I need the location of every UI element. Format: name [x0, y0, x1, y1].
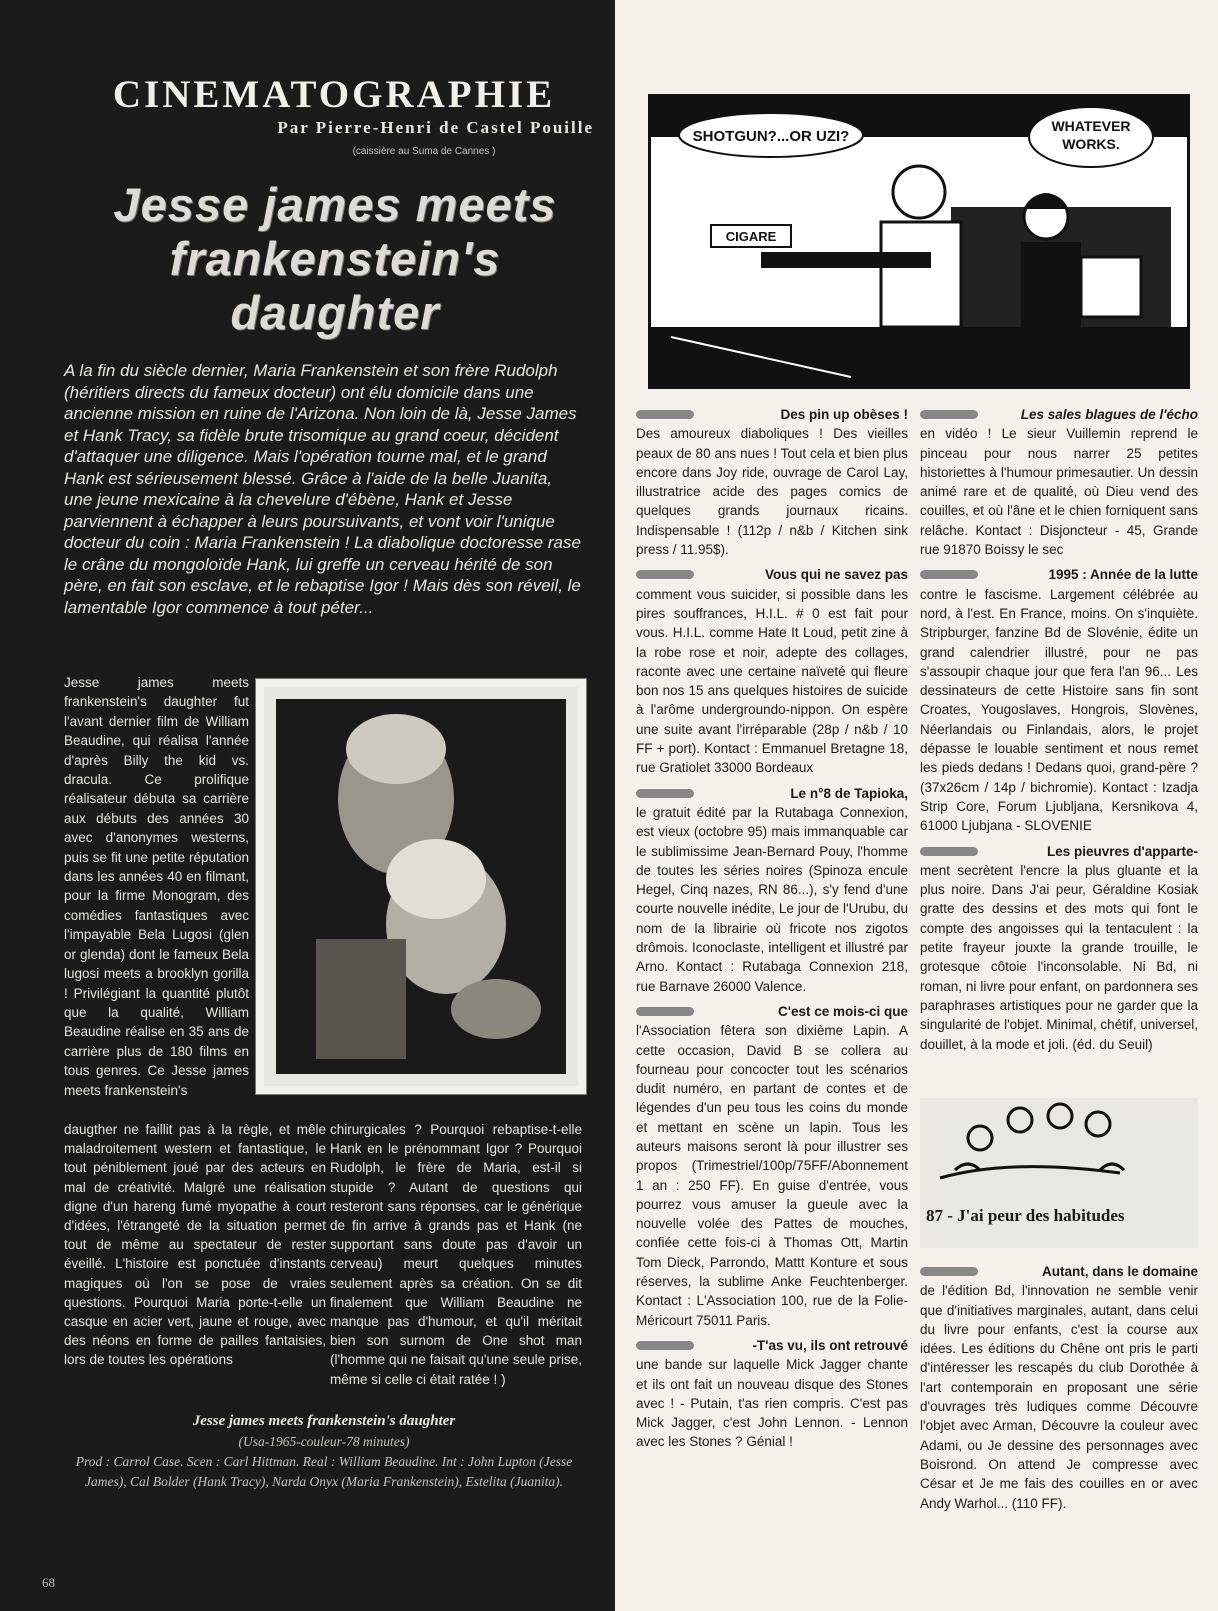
comic-bubble-1: SHOTGUN?...OR UZI?	[692, 128, 850, 145]
comic-illustration	[651, 97, 1187, 386]
review-heading: 1995 : Année de la lutte	[920, 565, 1198, 584]
review-body: contre le fascisme. Largement célébrée au nord, à l'est. En France, moins. On s'inquiète. Stripburger, fanzine Bd de Slovénie, édite un grand calendrier illustré, pour ne pas s'assoupir chaque jour que fera l'an 96... Les dessinateurs de cette Histoire sans fin sont Croates, Yougoslaves, Hongrois, Slovènes, Néerlandais ou Finlandais, alors, le projet dépasse le louable sentiment et nous remet les pieds dedans ! Dedans quoi, grand-père ? (37x26cm / 14p / bichromie). Kontact : Izadja Strip Core, Forum Ljubljana, Kersnikova 4, 61000 Ljubjana - SLOVENIE	[920, 586, 1198, 834]
credits-block	[64, 1432, 584, 1492]
comic-panel	[648, 94, 1190, 389]
review-body: en vidéo ! Le sieur Vuillemin reprend le pinceau pour nous narrer 25 petites historiettes à l'humour primesautier. Un dessin animé rare et de qualité, où Dieu vend des couilles, et où l'âne et le chien forniquent sans relâche. Kontact : Disjoncteur - 45, Grande rue 91870 Boissy le sec	[920, 426, 1198, 558]
review-heading: -T'as vu, ils ont retrouvé	[636, 1336, 908, 1355]
comic-sign: CIGARE	[725, 229, 777, 244]
review-heading: Les sales blagues de l'écho	[920, 405, 1198, 424]
suns-drawing	[920, 1098, 1198, 1198]
article-body-col3: chirurgicales ? Pourquoi rebaptise-t-elle Hank en le prénommant Igor ? Pourquoi Rudolph, le frère de Maria, est-il si stupide ? Autant de questions qui resteront sans réponses, car le générique de fin arrive à grands pas et Hank (ne supportant sans doute pas d'avoir un cerveau) meurt quelques minutes seulement après sa création. On se dit finalement que William Beaudine ne manque pas d'humour, et qu'il méritait bien son surnom de One shot man (l'homme qui ne faisait qu'une seule prise, même si celle ci était ratée ! )	[330, 1122, 582, 1387]
review-heading: Vous qui ne savez pas	[636, 565, 908, 584]
svg-text:WHATEVER: WHATEVER	[1051, 118, 1131, 134]
credits-title: Jesse james meets frankenstein's daughter	[192, 1413, 456, 1429]
review-body: une bande sur laquelle Mick Jagger chante et ils ont fait un nouveau disque des Stones avec ! - Putain, t'as rien compris. C'est pas Mick Jagger, c'est John Lennon. - Lennon avec les Stones ? Génial !	[636, 1357, 908, 1450]
review-heading: Des pin up obèses !	[636, 405, 908, 424]
page-number: 68	[42, 1575, 55, 1590]
credits-meta: (Usa-1965-couleur-78 minutes)	[238, 1434, 410, 1449]
article-body-col1: Jesse james meets frankenstein's daughter fut l'avant dernier film de William Beaudine, qui réalisa l'année d'après Billy the kid vs. dracula. Ce prolifique réalisateur débuta sa carrière aux débuts des années 30 avec d'anonymes westerns, puis se fit une petite réputation dans les années 40 en filmant, pour la firme Monogram, des comédies fantastiques avec l'impayable Bela Lugosi (glen or glenda) dont le fameux Bela lugosi meets a brooklyn gorilla ! Privilégiant la quantité plutôt que la qualité, William Beaudine réalise en 35 ans de carrière plus de 180 films en tous genres. Ce Jesse james meets frankenstein's	[64, 675, 249, 1098]
review-body: le gratuit édité par la Rutabaga Connexion, est vieux (octobre 95) mais immanquable car le sublimissime Jean-Bernard Pouy, l'homme de toutes les séries noires (Spinoza encule Hegel, Cinq nazes, RN 86...), s'y fend d'une courte nouvelle inédite, Le jour de l'Urubu, du nom de la librairie où fricote nos zigotos drômois. Iconoclaste, intelligent et illustré par Arno. Kontact : Rutabaga Connexion 218, rue Barnave 26000 Valence.	[636, 804, 908, 994]
review-body: Des amoureux diaboliques ! Des vieilles peaux de 80 ans nues ! Tout cela et bien plus encore dans Joy ride, ouvrage de Carol Lay, illustratrice acide des pages comics de quelques grands journaux ricains. Indispensable ! (112p / n&b / Kitchen sink press / 11.95$).	[636, 426, 908, 558]
reviews-column-3	[920, 1262, 1198, 1519]
review-body: ment secrètent l'encre la plus gluante et la plus noire. Dans J'ai peur, Géraldine Kosiak gratte des dessins et des mots qui font le compte des angoisses qui la tentaculent : la petite frayeur jouxte la grande trouille, le grotesque côtoie l'inconsolable. Ni Bd, ni roman, ni livre pour enfant, on pardonnera ses paraphrases artistiques pour ne garder que la singularité de l'objet. Minimal, chétif, universel, douillet, à la mode et joli. (éd. du Seuil)	[920, 862, 1198, 1052]
byline: Par Pierre-Henri de Castel Pouille	[277, 118, 594, 137]
review-heading: C'est ce mois-ci que	[636, 1002, 908, 1021]
film-still-photo	[255, 678, 587, 1095]
headline-line-1: Jesse james meets	[113, 178, 557, 231]
review-body: l'Association fêtera son dixième Lapin. A cette occasion, David B se collera au fourneau pour concocter tout les scénarios dudit numéro, en partant de contes et de légendes d'un peu tous les coins du monde et mettant en scène un lapin. Tous les auteurs maisons seront là pour illustrer ses propos (Trimestriel/100p/75FF/Abonnement 1 an : 250 FF). En guise d'entrée, vous pourrez vous amuser la gueule avec la nouvelle volée des Pattes de mouches, confiée cette fois-ci à Thomas Ott, Martin Tom Dieck, Parrondo, Mattt Konture et sous réserves, la sublime Anke Feuchtenberger. Kontact : L'Association 100, rue de la Folie-Méricourt 75011 Paris.	[636, 1023, 908, 1328]
film-still-illustration	[256, 679, 586, 1094]
credits-text: Prod : Carrol Case. Scen : Carl Hittman. Real : William Beaudine. Int : John Lupton (Jesse James), Cal Bolder (Hank Tracy), Narda Onyx (Maria Frankenstein), Estelita (Juanita).	[75, 1454, 573, 1489]
box-title: 87 - J'ai peur des habitudes	[926, 1206, 1125, 1225]
article-lead: A la fin du siècle dernier, Maria Frankenstein et son frère Rudolph (héritiers directs du fameux docteur) ont élu domicile dans une ancienne mission en ruine de l'Arizona. Non loin de là, Jesse James et Hank Tracy, sa fidèle brute trisomique au grand coeur, décident d'attaquer une diligence. Mais l'opération tourne mal, et le grand Hank est sérieusement blessé. Grâce à l'aide de la belle Juanita, une jeune mexicaine à la chevelure d'ébène, Hank et Jesse parviennent à échapper à leurs poursuivants, et vont voir l'unique docteur du coin : Maria Frankenstein ! La diabolique doctoresse rase le crâne du mongoloïde Hank, lui greffe un cerveau hérité de son père, en fait son esclave, et le rebaptise Igor ! Mais dès son réveil, le lamentable Igor commence à tout péter...	[64, 361, 581, 617]
review-heading: Les pieuvres d'apparte-	[920, 842, 1198, 861]
article-headline	[70, 178, 600, 340]
review-body: de l'édition Bd, l'innovation ne semble venir que d'initiatives marginales, autant, dans celui du livre pour enfants, c'est la course aux idées. Les éditions du Chêne ont pris le parti d'intéresser les rescapés du club Dorothée à l'art contemporain en proposant une série d'ouvrages très ludiques comme Découvre l'objet avec Arman, Découvre la couleur avec Adami, ou Je dessine des personnages avec Boisrond. On attend Je compresse avec César et Je me fais des couilles en or avec Andy Warhol... (110 FF).	[920, 1283, 1198, 1511]
headline-line-2: frankenstein's daughter	[169, 232, 501, 339]
byline-note: (caissière au Suma de Cannes )	[352, 146, 496, 157]
reviews-column-1	[636, 405, 908, 1458]
article-body-col2: daugther ne faillit pas à la règle, et mêle maladroitement western et fantastique, le tout péniblement joué par des acteurs en mal de créativité. Malgré une réalisation digne d'un hareng fumé myopathe à court d'idées, l'étrangeté de la situation permet tout de même au spectateur de rester éveillé. L'histoire est ponctuée d'instants magiques où l'on se pose de vraies questions. Pourquoi Maria porte-t-elle un casque en acier vert, jaune et rouge, avec des néons en forme de pailles fantaisies, lors de toutes les opérations	[64, 1122, 326, 1368]
section-title: CINEMATOGRAPHIE	[112, 73, 556, 116]
review-body: comment vous suicider, si possible dans les pires souffrances, H.I.L. # 0 est fait pour vous. H.I.L. comme Hate It Loud, petit zine à la robe rose et noir, adepte des collages, raconte avec une certaine naïveté qui fleure bon nos 15 ans quelques histoires de suicide à l'arôme undergroundo-nippon. On espère une suite avant l'irréparable (28p / n&b / 10 FF + port). Kontact : Emmanuel Bretagne 18, rue Gratiolet 33000 Bordeaux	[636, 586, 908, 776]
reviews-column-2	[920, 405, 1198, 1060]
review-heading: Autant, dans le domaine	[920, 1262, 1198, 1281]
svg-text:WORKS.: WORKS.	[1062, 136, 1120, 152]
review-heading: Le n°8 de Tapioka,	[636, 784, 908, 803]
